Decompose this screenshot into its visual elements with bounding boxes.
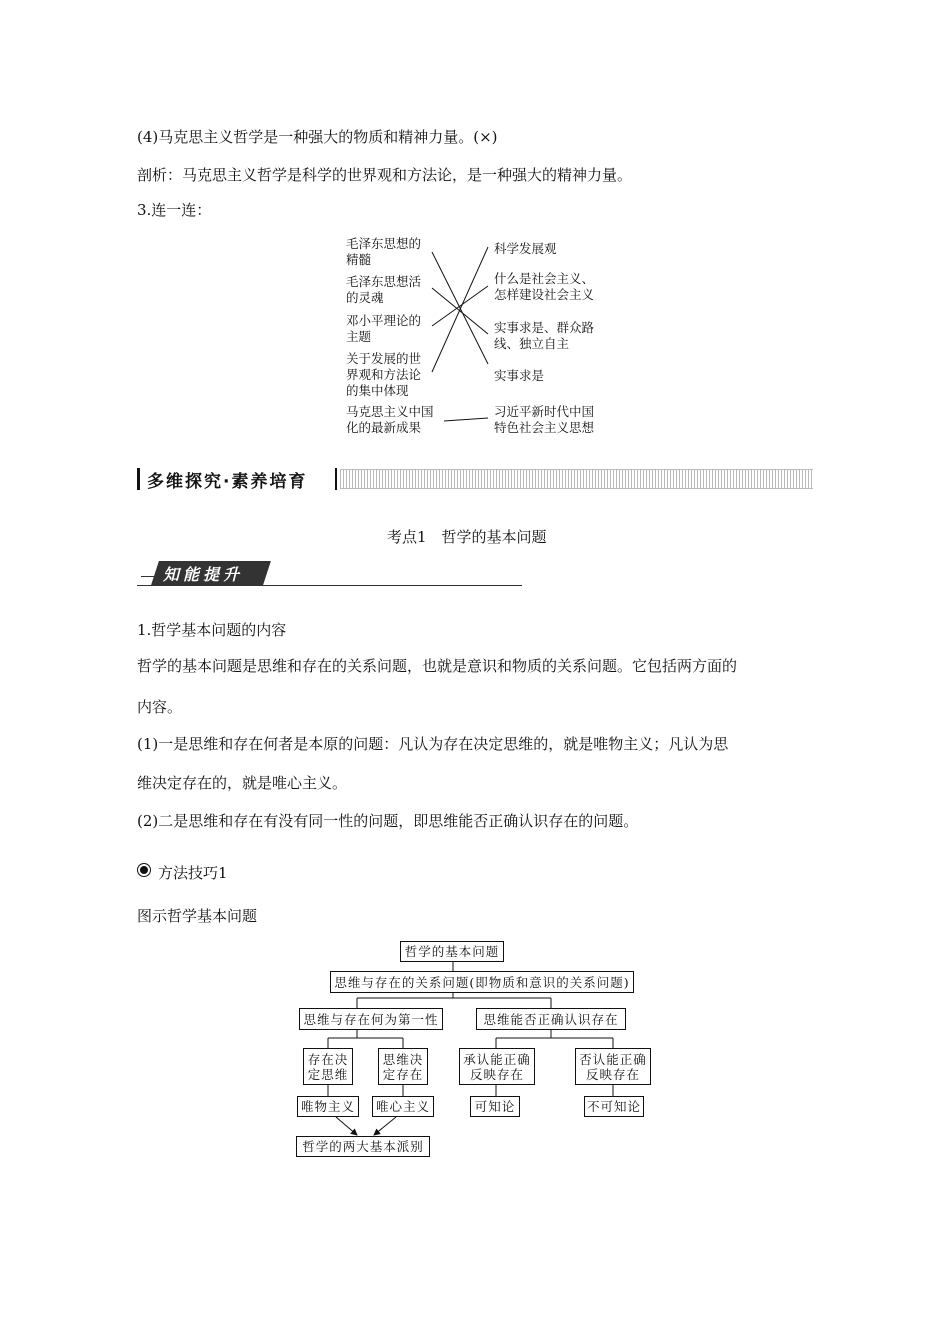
question-3-label: 3.连一连： [137, 201, 212, 219]
flow-bottom-box: 哲学的两大基本派别 [296, 1136, 430, 1157]
flow-r1-box: 承认能正确 反映存在 [459, 1048, 535, 1085]
flow-second-box: 思维与存在的关系问题(即物质和意识的关系问题) [330, 971, 634, 993]
method-label: 方法技巧1 [158, 864, 228, 882]
flow-result-knowable: 可知论 [470, 1096, 520, 1117]
match-right-3: 实事求是、群众路 线、独立自主 [494, 320, 595, 351]
flow-branch-left: 思维与存在何为第一性 [299, 1008, 443, 1030]
section-heading: 1.哲学基本问题的内容 [137, 621, 287, 639]
match-left-1: 毛泽东思想的 精髓 [346, 236, 422, 267]
paragraph-1b: 内容。 [137, 698, 183, 716]
flow-top-box: 哲学的基本问题 [400, 941, 504, 962]
flow-l2-box: 思维决 定存在 [378, 1048, 428, 1085]
banner-title: 多维探究·素养培育 [147, 472, 308, 492]
method-title: 图示哲学基本问题 [137, 907, 258, 925]
analysis-text: 剖析：马克思主义哲学是科学的世界观和方法论，是一种强大的精神力量。 [137, 166, 633, 184]
match-left-4: 关于发展的世 界观和方法论 的集中体现 [346, 351, 422, 398]
match-left-3: 邓小平理论的 主题 [346, 313, 422, 344]
match-right-2: 什么是社会主义、 怎样建设社会主义 [494, 271, 595, 302]
flow-l1-box: 存在决 定思维 [303, 1048, 353, 1085]
kaodian-title: 考点1 哲学的基本问题 [387, 528, 547, 546]
header-tab-label: 知能提升 [163, 565, 244, 584]
match-left-2: 毛泽东思想活 的灵魂 [346, 274, 422, 305]
paragraph-2a: (1)一是思维和存在何者是本原的问题：凡认为存在决定思维的，就是唯物主义；凡认为思 [137, 735, 729, 753]
paragraph-3: (2)二是思维和存在有没有同一性的问题，即思维能否正确认识存在的问题。 [137, 812, 639, 830]
paragraph-1a: 哲学的基本问题是思维和存在的关系问题，也就是意识和物质的关系问题。它包括两方面的 [137, 657, 738, 675]
flow-result-idealism: 唯心主义 [372, 1096, 434, 1117]
item-4-statement: (4)马克思主义哲学是一种强大的物质和精神力量。(×) [137, 128, 498, 146]
flow-result-materialism: 唯物主义 [297, 1096, 359, 1117]
match-left-5: 马克思主义中国 化的最新成果 [346, 404, 434, 435]
match-right-5: 习近平新时代中国 特色社会主义思想 [494, 404, 595, 435]
paragraph-2b: 维决定存在的，就是唯心主义。 [137, 774, 348, 792]
flow-branch-right: 思维能否正确认识存在 [476, 1008, 626, 1030]
match-right-1: 科学发展观 [494, 241, 557, 256]
flow-r2-box: 否认能正确 反映存在 [575, 1048, 651, 1085]
match-right-4: 实事求是 [494, 368, 545, 383]
flow-result-unknowable: 不可知论 [584, 1096, 644, 1117]
